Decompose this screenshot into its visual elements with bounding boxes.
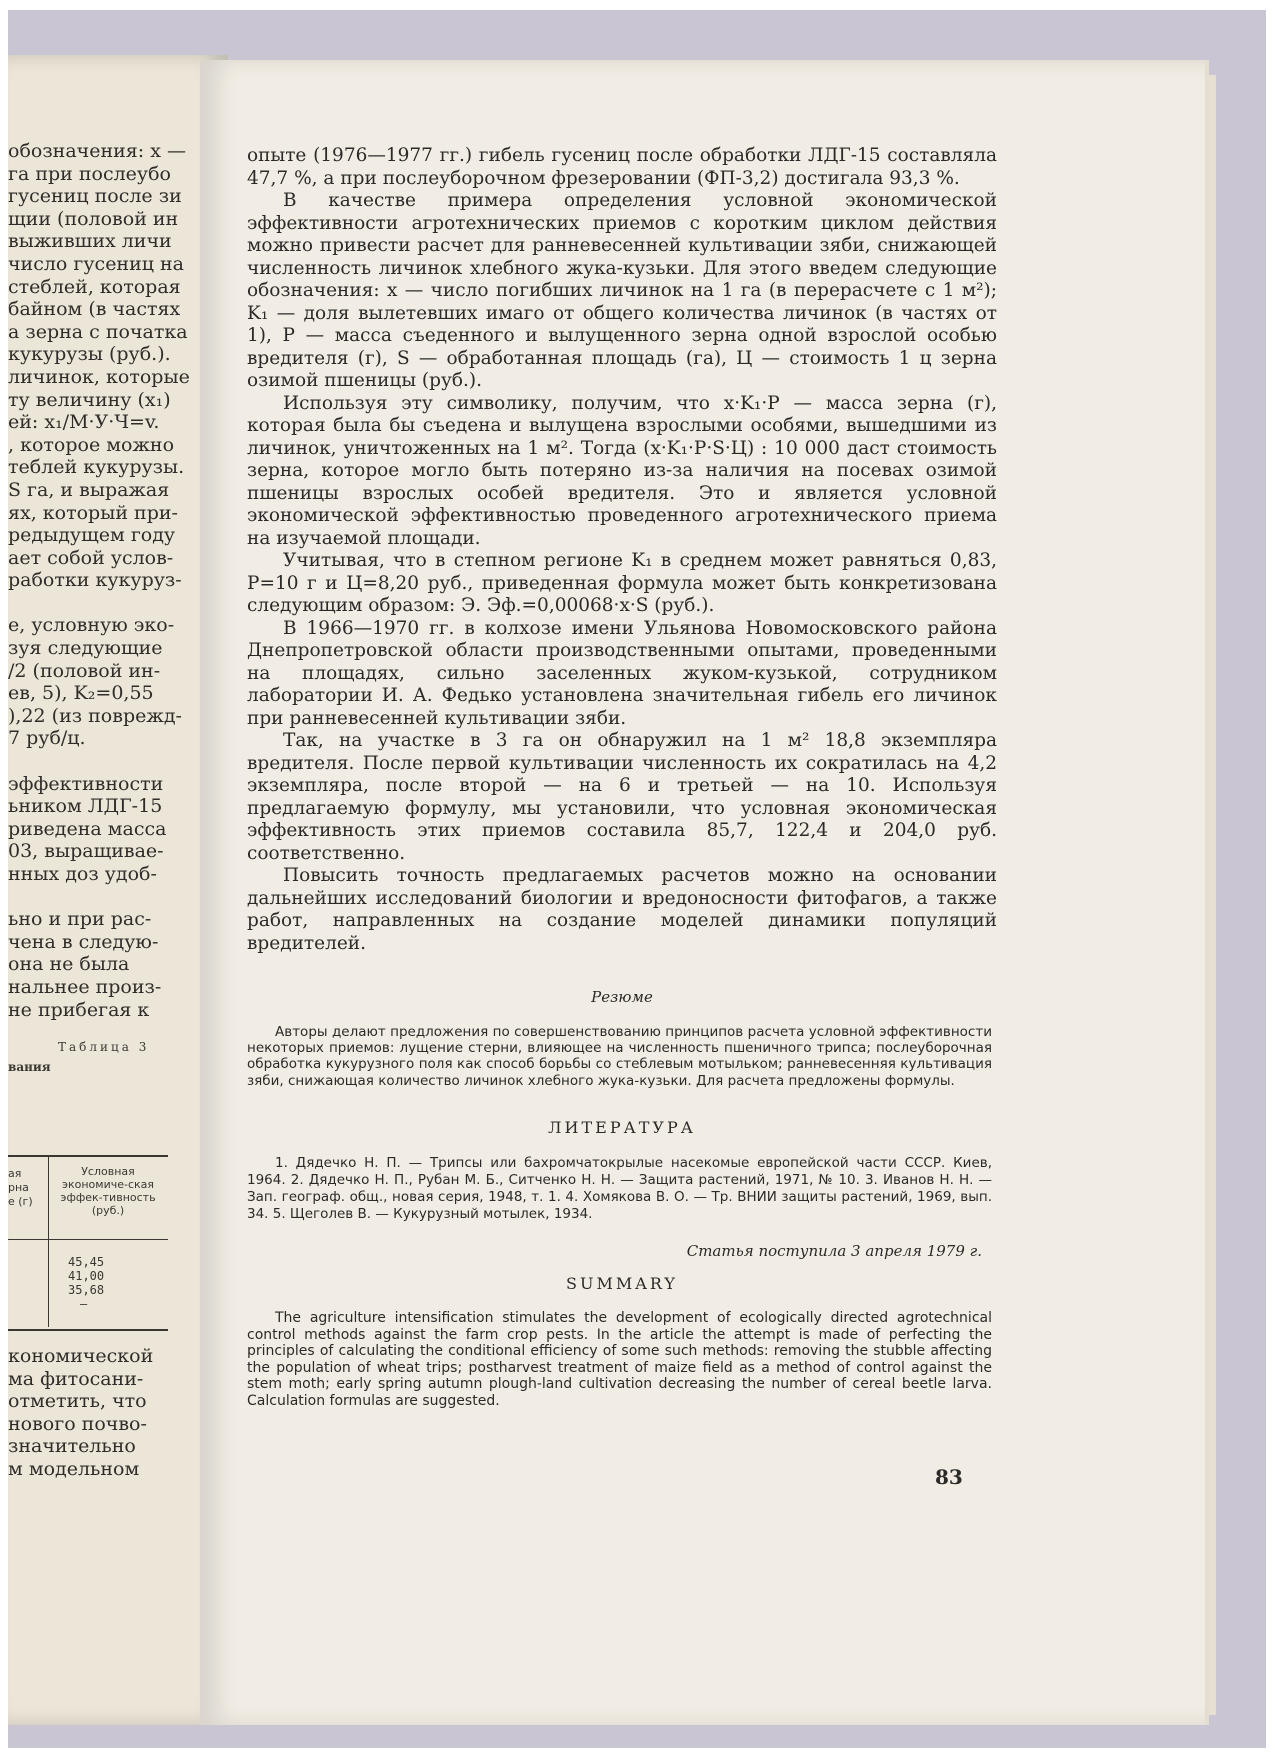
literature-section <box>247 1155 992 1223</box>
table-cell: 41,00 <box>68 1269 105 1283</box>
summary-heading: SUMMARY <box>566 1274 678 1293</box>
resume-heading: Резюме <box>591 988 653 1006</box>
left-line: ту величину (x₁) <box>8 388 171 411</box>
left-line: S га, и выражая <box>8 478 170 501</box>
paragraph: В качестве примера определения условной экономической эффективности агротехнических приемов с коротким циклом действия можно привести расчет для ранневесенней культивации зяби, снижающей численность личинок хлебного жука-кузьки. Для этого введем следующие обозначения: x — число погибших личинок на 1 га (в перерасчете с 1 м²); K₁ — доля вылетевших имаго от общего количества личинок (в частях от 1), P — масса съеденного и вылущенного зерна одной взрослой особью вредителя (г), S — обработанная площадь (га), Ц — стоимость 1 ц зерна озимой пшеницы (руб.). <box>247 190 997 391</box>
left-line: ях, который при- <box>8 501 178 524</box>
left-page-text <box>8 140 218 1021</box>
left-line: 7 руб/ц. <box>8 727 86 750</box>
left-line: обозначения: x — <box>8 140 186 162</box>
table-caption-fragment: вания <box>8 1060 51 1074</box>
left-line: выживших личи <box>8 230 172 253</box>
table-divider <box>48 1157 49 1327</box>
left-line: 03, выращивае- <box>8 840 164 863</box>
left-table <box>8 1155 168 1331</box>
left-line: гусениц после зи <box>8 185 182 208</box>
left-page <box>8 55 228 1725</box>
literature-list: 1. Дядечко Н. П. — Трипсы или бахромчатокрылые насекомые европейской части СССР. Киев, 1964. 2. Дядечко Н. П., Рубан М. Б., Ситченко Н. Н. — Защита растений, 1971, № 10. 3. Иванов Н. Н. — Зап. географ. общ., новая серия, 1948, т. 1. 4. Хомякова В. О. — Тр. ВНИИ защиты растений, 1969, вып. 34. 5. Щеголев В. — Кукурузный мотылек, 1934. <box>247 1155 992 1222</box>
resume-paragraph: Авторы делают предложения по совершенствованию принципов расчета условной эффективности некоторых приемов: лущение стерни, влияющее на численность пшеничного трипса; послеуборочная обработка кукурузного поля как способ борьбы со стеблевым мотыльком; ранневесенняя культивация зяби, снижающая количество личинок хлебного жука-кузьки. Для расчета предложены формулы. <box>247 1024 992 1089</box>
table-header-left: ая рна е (г) <box>8 1167 33 1208</box>
left-line: ьником ЛДГ-15 <box>8 795 163 818</box>
left-line: риведена масса <box>8 817 167 840</box>
paragraph: Учитывая, что в степном регионе K₁ в среднем может равняться 0,83, P=10 г и Ц=8,20 руб., приведенная формула может быть конкретизована следующим образом: Э. Эф.=0,00068·x·S (руб.). <box>247 550 997 616</box>
table-caption: Таблица 3 <box>58 1040 150 1054</box>
left-line: кукурузы (руб.). <box>8 343 171 366</box>
left-line: ьно и при рас- <box>8 908 152 931</box>
left-line: редыдущем году <box>8 524 176 547</box>
left-line <box>8 886 218 909</box>
left-line: нальнее произ- <box>8 975 162 998</box>
left-line: нового почво- <box>8 1412 147 1435</box>
paragraph: Повысить точность предлагаемых расчетов можно на основании дальнейших исследований биологии и вредоносности фитофагов, а также работ, направленных на создание моделей динамики популяций вредителей. <box>247 865 997 954</box>
left-line <box>8 592 218 615</box>
paragraph: Так, на участке в 3 га он обнаружил на 1 м² 18,8 экземпляра вредителя. После первой культивации численность их сократилась на 4,2 экземпляра, после второй — на 6 и третьей — на 10. Используя предлагаемую формулу, мы установили, что условная экономическая эффективность этих приемов составила 85,7, 122,4 и 204,0 руб. соответственно. <box>247 730 997 864</box>
left-line: ев, 5), K₂=0,55 <box>8 682 154 705</box>
literature-heading: ЛИТЕРАТУРА <box>548 1118 696 1137</box>
left-line: не прибегая к <box>8 998 150 1021</box>
left-line: ),22 (из поврежд- <box>8 704 182 727</box>
left-line: работки кукуруз- <box>8 569 182 592</box>
article-body <box>247 145 997 955</box>
left-line: личинок, которые <box>8 365 190 388</box>
left-line: значительно <box>8 1435 136 1458</box>
table-cell: — <box>80 1297 88 1311</box>
summary-paragraph: The agriculture intensification stimulates the development of ecologically directed agrotechnical control methods against the farm crop pests. In the article the attempt is made of perfecting the principles of calculating the conditional efficiency of some such methods: removing the stubble affecting the population of wheat trips; postharvest treatment of maize field as a method of control against the stem moth; early spring autumn plough-land cultivation decreasing the number of cereal beetle larva. Calculation formulas are suggested. <box>247 1310 992 1409</box>
left-line: е, условную эко- <box>8 614 175 637</box>
left-line: щии (половой ин <box>8 207 179 230</box>
left-line: , которое можно <box>8 433 175 456</box>
left-line: ей: x₁/М·У·Ч=v. <box>8 411 160 434</box>
table-cell: 35,68 <box>68 1283 105 1297</box>
left-line: теблей кукурузы. <box>8 456 185 479</box>
left-page-bottom-text <box>8 1345 218 1481</box>
left-line: га при послеубо <box>8 162 171 185</box>
left-line: эффективности <box>8 772 164 795</box>
table-header-right: Условная экономиче-ская эффек-тивность (руб.) <box>60 1165 156 1217</box>
left-line: зуя следующие <box>8 637 163 660</box>
resume-section <box>247 1024 992 1089</box>
left-line: ает собой услов- <box>8 546 174 569</box>
paragraph: Используя эту символику, получим, что x·K₁·P — масса зерна (г), которая была бы съедена и вылущена взрослыми особями, вышедшими из личинок, уничтоженных на 1 м². Тогда (x·K₁·P·S·Ц) : 10 000 даст стоимость зерна, которое могло быть потеряно из-за наличия на посевах озимой пшеницы взрослых особей вредителя. Это и является условной экономической эффективностью проведенного агротехнического приема на изучаемой площади. <box>247 392 997 549</box>
table-header-rule <box>8 1239 168 1240</box>
paragraph: опыте (1976—1977 гг.) гибель гусениц после обработки ЛДГ-15 составляла 47,7 %, а при послеуборочном фрезеровании (ФП-3,2) достигала 93,3 %. <box>247 145 997 189</box>
left-line: байном (в частях <box>8 298 181 321</box>
left-line: м модельном <box>8 1457 140 1480</box>
left-line: она не была <box>8 953 130 976</box>
table-values <box>68 1255 104 1311</box>
left-line <box>8 750 218 773</box>
left-line: а зерна с початка <box>8 320 188 343</box>
received-date: Статья поступила 3 апреля 1979 г. <box>686 1242 982 1260</box>
left-line: /2 (половой ин- <box>8 659 161 682</box>
paragraph: В 1966—1970 гг. в колхозе имени Ульянова Новомосковского района Днепропетровской области производственными опытами, проведенными на площадях, сильно заселенных жуком-кузькой, сотрудником лаборатории И. А. Федько установлена значительная гибель его личинок при ранневесенней культивации зяби. <box>247 617 997 729</box>
page-number: 83 <box>935 1465 963 1489</box>
left-line: нных доз удоб- <box>8 863 157 885</box>
left-line: число гусениц на <box>8 252 185 275</box>
left-line: отметить, что <box>8 1390 147 1413</box>
table-cell: 45,45 <box>68 1255 105 1269</box>
summary-section <box>247 1310 992 1409</box>
left-line: кономической <box>8 1345 154 1367</box>
left-line: стеблей, которая <box>8 275 181 298</box>
left-line: ма фитосани- <box>8 1367 144 1390</box>
left-line: чена в следую- <box>8 930 159 953</box>
